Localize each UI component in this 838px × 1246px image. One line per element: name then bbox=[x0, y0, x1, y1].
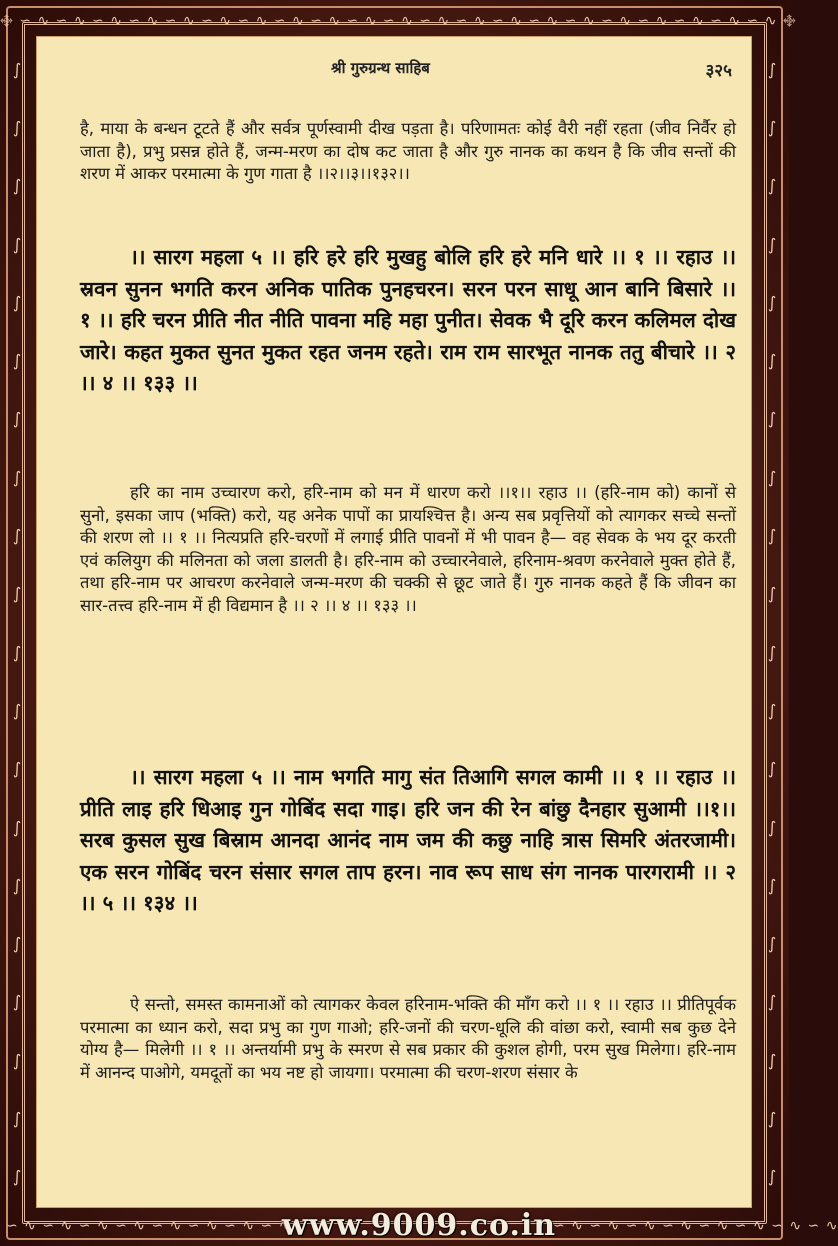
verse-block-1 bbox=[80, 242, 736, 400]
right-scroll-ornament: ∫ ∫ ∫ ∫ ∫ ∫ ∫ ∫ ∫ ∫ ∫ ∫ ∫ ∫ ∫ ∫ ∫ ∫ ∫ ∫ bbox=[767, 59, 777, 1187]
website-watermark: www.9009.co.in bbox=[281, 1208, 557, 1243]
translation-text: ऐ सन्तो, समस्त कामनाओं को त्यागकर केवल हरिनाम-भक्ति की माँग करो ।। १ ।। रहाउ ।। प्रीतिपूर्वक परमात्मा का ध्यान करो, सदा प्रभु का गुण गाओ; हरि-जनों की चरण-धूलि की वांछा करो, स्वामी सब कुछ देने योग्य है— मिलेगी ।। १ ।। अन्तर्यामी प्रभु के स्मरण से सब प्रकार की कुशल होगी, परम सुख मिलेगा। हरि-नाम में आनन्द पाओगे, यमदूतों का भय नष्ट हो जायगा। परमात्मा की चरण-शरण संसार के bbox=[80, 995, 736, 1082]
page-number: ३२५ bbox=[705, 61, 732, 81]
verse-text: ।। सारग महला ५ ।। हरि हरे हरि मुखहु बोलि हरि हरे मनि धारे ।। १ ।। रहाउ ।। स्रवन सुनन भगति करन अनिक पातिक पुनहचरन। सरन परन साधू आन बानि बिसारे ।। १ ।। हरि चरन प्रीति नीत नीति पावना महि महा पुनीत। सेवक भै दूरि करन कलिमल दोख जारे। कहत मुकत सुनत मुकत रहत जनम रहते। राम राम सारभूत नानक ततु बीचारे ।। २ ।। ४ ।। १३३ ।। bbox=[80, 245, 736, 395]
top-scroll-ornament: ࿇ ∽ ∿ ∽ ∿ ∽ ∿ ∽ ∿ ∽ ∿ ∽ ∿ ∽ ∿ ∽ ∿ ∽ ∿ ∽ ∿ ∽ ∿ ∽ ∿ ∽ ∿ ∽ ∿ ∽ ∿ ∽ ∿ ∽ ∿ ∽ ∿ ∽ ∿ ∽ ∿ ∽ ∿ ࿇ bbox=[0, 13, 797, 29]
translation-block-2 bbox=[80, 482, 736, 617]
bottom-right-scroll-ornament: ∽ ∿ ∽ ∿ ∽ ∿ ∽ ∿ ∽ ∿ ∽ ∿ ∽ ∿ ∽ ∿ bbox=[553, 1218, 838, 1234]
translation-block-3 bbox=[80, 994, 736, 1084]
page-header bbox=[36, 58, 752, 80]
left-scroll-ornament: ∫ ∫ ∫ ∫ ∫ ∫ ∫ ∫ ∫ ∫ ∫ ∫ ∫ ∫ ∫ ∫ ∫ ∫ ∫ ∫ bbox=[12, 59, 22, 1187]
page-title: श्री गुरुग्रन्थ साहिब bbox=[331, 59, 430, 77]
verse-text: ।। सारग महला ५ ।। नाम भगति मागु संत तिआगि सगल कामी ।। १ ।। रहाउ ।। प्रीति लाइ हरि धिआइ गुन गोबिंद सदा गाइ। हरि जन की रेन बांछु दैनहार सुआमी ।।१।। सरब कुसल सुख बिस्राम आनदा आनंद नाम जम की कछु नाहि त्रास सिमरि अंतरजामी। एक सरन गोबिंद चरन संसार सगल ताप हरन। नाव रूप साध संग नानक पारगरामी ।। २ ।। ५ ।। १३४ ।। bbox=[80, 765, 736, 915]
translation-text: हरि का नाम उच्चारण करो, हरि-नाम को मन में धारण करो ।।१।। रहाउ ।। (हरि-नाम को) कानों से सुनो, इसका जाप (भक्ति) करो, यह अनेक पापों का प्रायश्चित्त है। अन्य सब प्रवृत्तियों को त्यागकर सच्चे सन्तों की शरण लो ।। १ ।। नित्यप्रति हरि-चरणों में लगाई प्रीति पावनों में भी पावन है— वह सेवक के भय दूर करती एवं कलियुग की मलिनता को जला डालती है। हरि-नाम को उच्चारनेवाले, हरिनाम-श्रवण करनेवाले मुक्त होते हैं, तथा हरि-नाम पर आचरण करनेवाले जन्म-मरण की चक्की से छूट जाते हैं। गुरु नानक कहते हैं कि जीवन का सार-तत्त्व हरि-नाम में ही विद्यमान है ।। २ ।। ४ ।। १३३ ।। bbox=[80, 483, 736, 615]
bottom-left-scroll-ornament: ∽ ∿ ∽ ∿ ∽ ∿ ∽ ∿ ∽ ∿ ∽ ∿ ∽ ∿ ∽ ∿ bbox=[6, 1218, 292, 1234]
translation-block-1 bbox=[80, 118, 736, 186]
scripture-page bbox=[36, 36, 752, 1208]
verse-block-2 bbox=[80, 762, 736, 920]
translation-text: है, माया के बन्धन टूटते हैं और सर्वत्र पूर्णस्वामी दीख पड़ता है। परिणामतः कोई वैरी नहीं रहता (जीव निर्वैर हो जाता है), प्रभु प्रसन्न होते हैं, जन्म-मरण का दोष कट जाता है और गुरु नानक का कथन है कि जीव सन्तों की शरण में आकर परमात्मा के गुण गाता है ।।२।।३।।१३२।। bbox=[80, 119, 736, 183]
